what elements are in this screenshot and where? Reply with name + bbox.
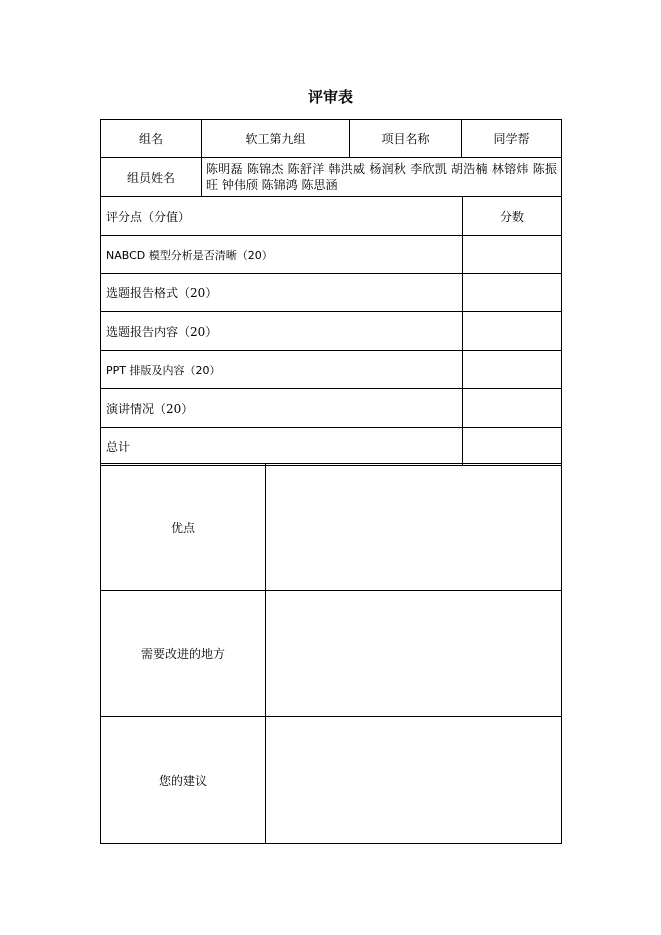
members-label: 组员姓名	[101, 158, 202, 197]
feedback-table	[100, 463, 562, 844]
scoring-row	[101, 312, 562, 351]
review-table	[100, 119, 562, 197]
improvements-input[interactable]	[266, 591, 562, 717]
scoring-row	[101, 389, 562, 428]
page-title: 评审表	[307, 88, 353, 106]
scoring-header-row	[101, 197, 562, 236]
scoring-item-label: 演讲情况（20）	[101, 389, 463, 428]
header-row	[101, 120, 562, 158]
improvements-row	[101, 591, 562, 717]
scoring-item-label: 选题报告内容（20）	[101, 312, 463, 351]
suggestions-input[interactable]	[266, 717, 562, 844]
scoring-item-score[interactable]	[463, 236, 562, 274]
members-value: 陈明磊 陈锦杰 陈舒洋 韩洪威 杨润秋 李欣凯 胡浩楠 林镕炜 陈振旺 钟伟颀 陈锦鸿 陈思涵	[202, 158, 562, 197]
total-score[interactable]	[463, 428, 562, 466]
project-name-value: 同学帮	[462, 120, 562, 158]
members-row	[101, 158, 562, 197]
scoring-row	[101, 274, 562, 312]
group-name-value: 软工第九组	[202, 120, 350, 158]
suggestions-row	[101, 717, 562, 844]
total-label: 总计	[101, 428, 463, 466]
total-row	[101, 428, 562, 466]
scoring-item-score[interactable]	[463, 274, 562, 312]
scoring-item-label: PPT 排版及内容（20）	[101, 351, 463, 389]
scoring-score-header: 分数	[463, 197, 562, 236]
scoring-item-score[interactable]	[463, 351, 562, 389]
improvements-label: 需要改进的地方	[101, 591, 266, 717]
project-name-label: 项目名称	[350, 120, 462, 158]
scoring-table	[100, 196, 562, 466]
scoring-item-score[interactable]	[463, 312, 562, 351]
strengths-label: 优点	[101, 464, 266, 591]
scoring-row	[101, 351, 562, 389]
strengths-input[interactable]	[266, 464, 562, 591]
scoring-row	[101, 236, 562, 274]
scoring-item-score[interactable]	[463, 389, 562, 428]
scoring-item-label: 选题报告格式（20）	[101, 274, 463, 312]
group-name-label: 组名	[101, 120, 202, 158]
suggestions-label: 您的建议	[101, 717, 266, 844]
scoring-item-header: 评分点（分值）	[101, 197, 463, 236]
scoring-item-label: NABCD 模型分析是否清晰（20）	[101, 236, 463, 274]
strengths-row	[101, 464, 562, 591]
